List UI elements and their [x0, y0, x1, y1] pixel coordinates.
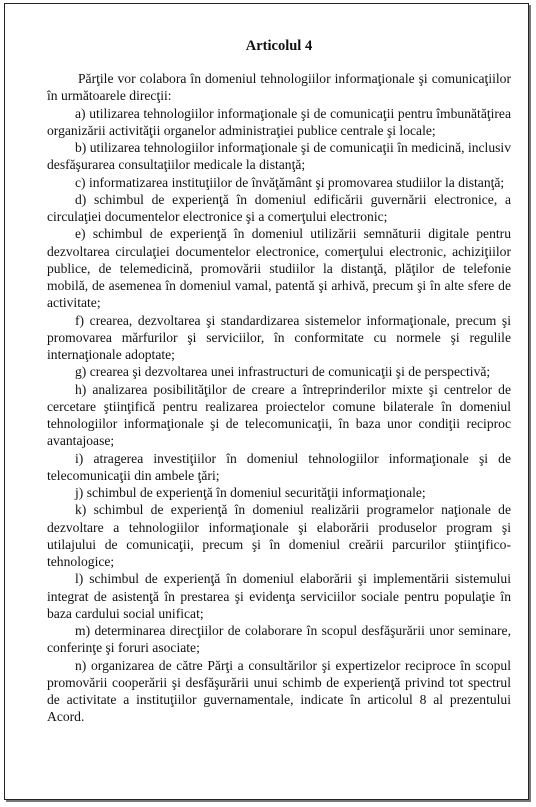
article-title: Articolul 4: [245, 38, 313, 54]
list-item-n: n) organizarea de către Părţi a consultărilor şi expertizelor reciproce în scopul promovării cooperării şi desfăşurării unui schimb de experienţă privind tot spectrul de activitate a instituţiilor guvernamentale, indicate în articolul 8 al prezentului Acord.: [47, 657, 511, 725]
list-item-b: b) utilizarea tehnologiilor informaţionale şi de comunicaţii în medicină, inclusiv desfăşurarea consultaţiilor medicale la distanţă;: [47, 140, 511, 173]
list-item-m: m) determinarea direcţiilor de colaborare în scopul desfăşurării unor seminare, conferinţe şi foruri asociate;: [47, 623, 511, 656]
article-body: [47, 38, 511, 726]
list-item-i: i) atragerea investiţiilor în domeniul tehnologiilor informaţionale şi de telecomunicaţii din ambele ţări;: [47, 450, 511, 483]
list-item-c: c) informatizarea instituţiilor de învăţământ şi promovarea studiilor la distanţă;: [75, 174, 505, 190]
list-item-g: g) crearea şi dezvoltarea unei infrastructuri de comunicaţii şi de perspectivă;: [75, 364, 491, 380]
list-item-d: d) schimbul de experienţă în domeniul edificării guvernării electronice, a circulaţiei documentelor electronice şi a comerţului electronic;: [47, 191, 511, 224]
list-item-l: l) schimbul de experienţă în domeniul elaborării şi implementării sistemului integrat de asistenţă în prestarea şi evidenţa serviciilor sociale pentru populaţie în baza cardului social unificat;: [47, 571, 511, 621]
article-intro: Părţile vor colabora în domeniul tehnologiilor informaţionale şi comunicaţiilor în următoarele direcţii:: [47, 71, 511, 104]
list-item-h: h) analizarea posibilităţilor de creare a întreprinderilor mixte şi centrelor de cercetare ştiinţifică pentru realizarea proiectelor comune bilaterale în domeniul tehnologiilor informaţionale şi de telecomunicaţii, în baza unor condiţii reciproc avantajoase;: [47, 381, 511, 449]
document-page: [4, 3, 529, 800]
list-item-a: a) utilizarea tehnologiilor informaţionale şi de comunicaţii pentru îmbunătăţirea organizării activităţii organelor administraţiei publice centrale şi locale;: [47, 105, 511, 138]
list-item-j: j) schimbul de experienţă în domeniul securităţii informaţionale;: [75, 485, 426, 500]
list-item-k: k) schimbul de experienţă în domeniul realizării programelor naţionale de dezvoltare a tehnologiilor informaţionale şi elaborării produselor program şi utilajului de comunicaţii, precum şi în domeniul creării parcurilor ştiinţifico-tehnologice;: [47, 502, 511, 569]
list-item-e: e) schimbul de experienţă în domeniul utilizării semnăturii digitale pentru dezvoltarea circulaţiei documentelor electronice, comerţului electronic, achiziţiilor publice, de telemedicină, promovării studiilor la distanţă, plăţilor de telefonie mobilă, de asemenea în domeniul vamal, patentă şi arhivă, precum şi în alte sfere de activitate;: [47, 226, 511, 311]
list-item-f: f) crearea, dezvoltarea şi standardizarea sistemelor informaţionale, precum şi promovarea mărfurilor şi serviciilor, în conformitate cu normele şi regulile internaţionale adoptate;: [47, 312, 511, 362]
